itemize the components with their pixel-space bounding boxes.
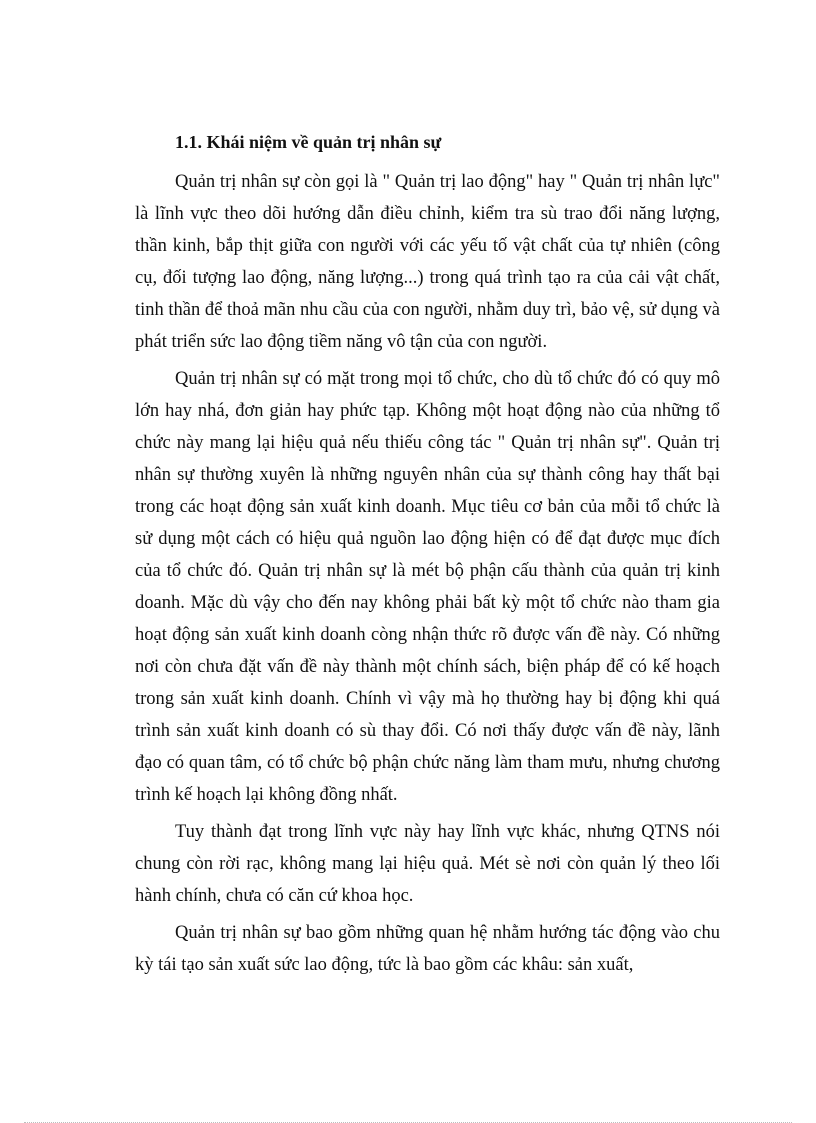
document-body [135, 166, 720, 986]
section-heading: 1.1. Khái niệm về quản trị nhân sự [175, 132, 442, 152]
paragraph: Quản trị nhân sự có mặt trong mọi tổ chức, cho dù tổ chức đó có quy mô lớn hay nhá, đơn giản hay phức tạp. Không một hoạt động nào của những tổ chức này mang lại hiệu quả nếu thiếu công tác " Quản trị nhân sự". Quản trị nhân sự thường xuyên là những nguyên nhân của sự thành công hay thất bại trong các hoạt động sản xuất kinh doanh. Mục tiêu cơ bản của mỗi tổ chức là sử dụng một cách có hiệu quả nguồn lao động hiện có để đạt được mục đích của tổ chức đó. Quản trị nhân sự là mét bộ phận cấu thành của quản trị kinh doanh. Mặc dù vậy cho đến nay không phải bất kỳ một tổ chức nào tham gia hoạt động sản xuất kinh doanh còng nhận thức rõ được vấn đề này. Có những nơi còn chưa đặt vấn đề này thành một chính sách, biện pháp để có kế hoạch trong sản xuất kinh doanh. Chính vì vậy mà họ thường hay bị động khi quá trình sản xuất kinh doanh có sù thay đổi. Có nơi thấy được vấn đề này, lãnh đạo có quan tâm, có tổ chức bộ phận chức năng làm tham mưu, nhưng chương trình kế hoạch lại không đồng nhất. [135, 369, 720, 805]
paragraph: Quản trị nhân sự còn gọi là " Quản trị lao động" hay " Quản trị nhân lực" là lĩnh vực theo dõi hướng dẫn điều chỉnh, kiểm tra sù trao đổi năng lượng, thần kinh, bắp thịt giữa con người với các yếu tố vật chất của tự nhiên (công cụ, đối tượng lao động, năng lượng...) trong quá trình tạo ra của cải vật chất, tinh thần để thoả mãn nhu cầu của con người, nhằm duy trì, bảo vệ, sử dụng và phát triển sức lao động tiềm năng vô tận của con người. [135, 172, 720, 352]
paragraph: Tuy thành đạt trong lĩnh vực này hay lĩnh vực khác, nhưng QTNS nói chung còn rời rạc, không mang lại hiệu quả. Mét sè nơi còn quản lý theo lối hành chính, chưa có căn cứ khoa học. [135, 822, 720, 906]
paragraph: Quản trị nhân sự bao gồm những quan hệ nhằm hướng tác động vào chu kỳ tái tạo sản xuất sức lao động, tức là bao gồm các khâu: sản xuất, [135, 923, 720, 975]
